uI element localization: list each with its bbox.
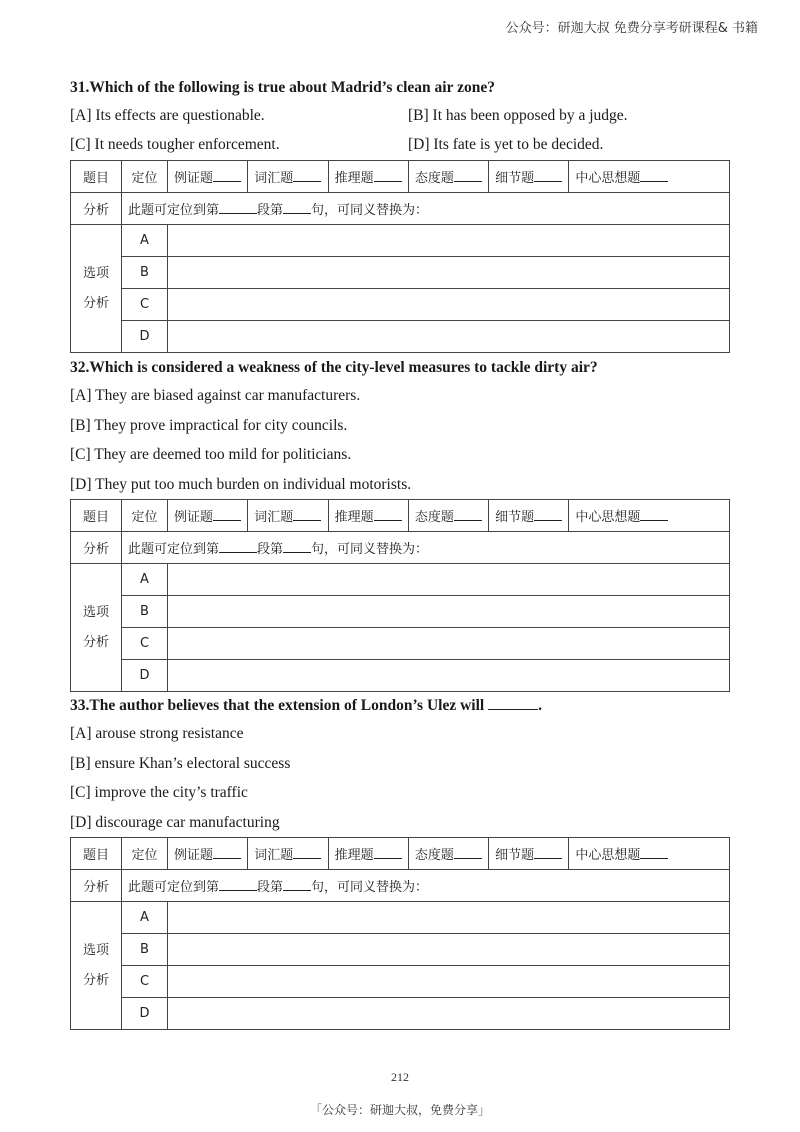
question-type-row [71, 500, 730, 532]
option-analysis-row [71, 225, 730, 257]
option-letter: C [122, 289, 168, 321]
analysis-table [70, 499, 730, 692]
locate-label: 定位 [122, 838, 168, 870]
type-vocabulary-cell[interactable]: 词汇题 [248, 161, 328, 193]
topic-label: 题目 [71, 500, 122, 532]
footer-note: 「公众号：研迦大叔，免费分享」 [309, 1103, 490, 1117]
option-b: [B] They prove impractical for city councils. [70, 416, 348, 434]
type-inference-cell[interactable]: 推理题 [328, 500, 408, 532]
locate-sentence[interactable]: 此题可定位到第 段第 句，可同义替换为： [122, 193, 730, 225]
option-analysis-input[interactable] [168, 564, 730, 596]
locate-sentence[interactable]: 此题可定位到第 段第 句，可同义替换为： [122, 870, 730, 902]
question-stem: 31.Which of the following is true about Madrid’s clean air zone? [70, 79, 495, 96]
option-a: [A] arouse strong resistance [70, 725, 244, 742]
option-analysis-row [71, 966, 730, 998]
option-letter: D [122, 321, 168, 353]
option-d: [D] They put too much burden on individual motorists. [70, 475, 412, 493]
option-analysis-input[interactable] [168, 225, 730, 257]
question-type-row [71, 161, 730, 193]
option-analysis-input[interactable] [168, 998, 730, 1030]
locate-row [71, 193, 730, 225]
option-analysis-row [71, 257, 730, 289]
type-example-cell[interactable]: 例证题 [168, 838, 248, 870]
option-analysis-input[interactable] [168, 257, 730, 289]
option-analysis-row [71, 998, 730, 1030]
locate-row [71, 532, 730, 564]
options-analysis-label: 选项 分析 [71, 902, 122, 1030]
option-letter: B [122, 934, 168, 966]
question-33 [70, 693, 730, 1030]
option-letter: C [122, 628, 168, 660]
option-letter: B [122, 596, 168, 628]
option-letter: A [122, 564, 168, 596]
locate-label: 定位 [122, 500, 168, 532]
type-main-idea-cell[interactable]: 中心思想题 [569, 500, 730, 532]
option-analysis-input[interactable] [168, 660, 730, 692]
type-attitude-cell[interactable]: 态度题 [408, 838, 488, 870]
option-analysis-row [71, 596, 730, 628]
question-stem: 32.Which is considered a weakness of the city-level measures to tackle dirty air? [70, 359, 598, 376]
option-b: [B] It has been opposed by a judge. [408, 106, 628, 124]
type-vocabulary-cell[interactable]: 词汇题 [248, 838, 328, 870]
option-letter: B [122, 257, 168, 289]
locate-sentence[interactable]: 此题可定位到第 段第 句，可同义替换为： [122, 532, 730, 564]
locate-row [71, 870, 730, 902]
question-type-row [71, 838, 730, 870]
option-analysis-row [71, 660, 730, 692]
type-detail-cell[interactable]: 细节题 [489, 500, 569, 532]
option-a: [A] Its effects are questionable. [70, 106, 265, 124]
option-d: [D] Its fate is yet to be decided. [408, 136, 604, 154]
locate-label: 定位 [122, 161, 168, 193]
option-row [70, 101, 730, 131]
analysis-table [70, 837, 730, 1030]
analysis-label: 分析 [71, 870, 122, 902]
type-attitude-cell[interactable]: 态度题 [408, 500, 488, 532]
analysis-table [70, 160, 730, 353]
option-analysis-input[interactable] [168, 289, 730, 321]
option-analysis-row [71, 902, 730, 934]
option-c: [C] They are deemed too mild for politicians. [70, 446, 352, 463]
question-31 [70, 75, 730, 353]
option-b: [B] ensure Khan’s electoral success [70, 754, 291, 772]
topic-label: 题目 [71, 838, 122, 870]
analysis-label: 分析 [71, 193, 122, 225]
option-analysis-input[interactable] [168, 966, 730, 998]
option-letter: D [122, 998, 168, 1030]
option-analysis-input[interactable] [168, 628, 730, 660]
option-analysis-row [71, 321, 730, 353]
type-example-cell[interactable]: 例证题 [168, 500, 248, 532]
options-analysis-label: 选项 分析 [71, 225, 122, 353]
type-example-cell[interactable]: 例证题 [168, 161, 248, 193]
option-analysis-row [71, 934, 730, 966]
type-inference-cell[interactable]: 推理题 [328, 838, 408, 870]
option-analysis-row [71, 289, 730, 321]
option-letter: C [122, 966, 168, 998]
option-letter: A [122, 225, 168, 257]
option-analysis-row [71, 628, 730, 660]
option-letter: A [122, 902, 168, 934]
type-attitude-cell[interactable]: 态度题 [408, 161, 488, 193]
option-analysis-input[interactable] [168, 596, 730, 628]
page-number: 212 [391, 1070, 409, 1084]
type-main-idea-cell[interactable]: 中心思想题 [569, 161, 730, 193]
header-note: 公众号：研迦大叔 免费分享考研课程& 书籍 [505, 21, 758, 36]
type-detail-cell[interactable]: 细节题 [489, 161, 569, 193]
analysis-label: 分析 [71, 532, 122, 564]
type-inference-cell[interactable]: 推理题 [328, 161, 408, 193]
answer-blank[interactable] [488, 695, 538, 710]
option-c: [C] It needs tougher enforcement. [70, 136, 280, 154]
type-vocabulary-cell[interactable]: 词汇题 [248, 500, 328, 532]
option-c: [C] improve the city’s traffic [70, 784, 248, 801]
option-analysis-input[interactable] [168, 902, 730, 934]
option-row [70, 131, 730, 161]
option-letter: D [122, 660, 168, 692]
question-stem: 33.The author believes that the extension of London’s Ulez will . [70, 697, 542, 714]
option-analysis-row [71, 564, 730, 596]
option-a: [A] They are biased against car manufacturers. [70, 387, 361, 404]
option-analysis-input[interactable] [168, 934, 730, 966]
option-d: [D] discourage car manufacturing [70, 813, 280, 831]
type-main-idea-cell[interactable]: 中心思想题 [569, 838, 730, 870]
type-detail-cell[interactable]: 细节题 [489, 838, 569, 870]
options-analysis-label: 选项 分析 [71, 564, 122, 692]
question-32 [70, 355, 730, 692]
option-analysis-input[interactable] [168, 321, 730, 353]
topic-label: 题目 [71, 161, 122, 193]
